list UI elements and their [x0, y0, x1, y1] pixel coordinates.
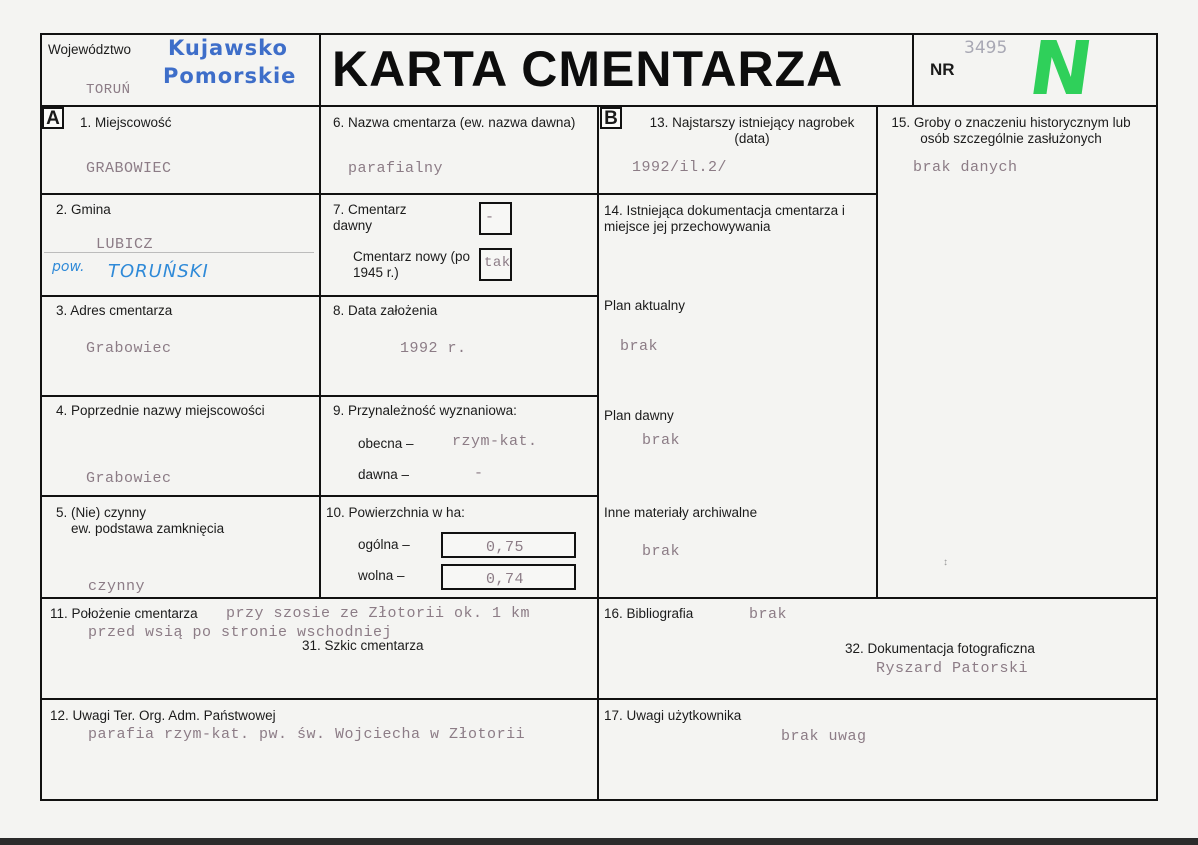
field-31-label: 31. Szkic cmentarza: [302, 638, 424, 653]
page-title: KARTA CMENTARZA: [332, 41, 844, 97]
field-1-value: GRABOWIEC: [86, 160, 172, 177]
field-7-old-value: -: [485, 209, 495, 226]
field-6-label: 6. Nazwa cmentarza (ew. nazwa dawna): [333, 115, 576, 130]
field-14-label: 14. Istniejąca dokumentacja cmentarza i miejsce jej przechowywania: [604, 203, 845, 234]
field-32-value: Ryszard Patorski: [876, 660, 1029, 677]
field-17-label: 17. Uwagi użytkownika: [604, 708, 742, 723]
field-2-value: LUBICZ: [96, 236, 154, 253]
field-9-label: 9. Przynależność wyznaniowa:: [333, 403, 517, 418]
field-4-value: Grabowiec: [86, 470, 172, 487]
field-13-value: 1992/il.2/: [632, 159, 728, 176]
field-2-hand-prefix: pow.: [52, 259, 85, 275]
old-voivodeship-value: TORUŃ: [86, 82, 131, 98]
field-8-value: 1992 r.: [400, 340, 467, 357]
field-6-value: parafialny: [348, 160, 444, 177]
field-7-new-box: [479, 248, 512, 281]
nr-label: NR: [930, 60, 955, 79]
field-15-label: 15. Groby o znaczeniu historycznym lub osób szczególnie zasłużonych: [891, 115, 1131, 146]
green-marker-letter: N: [1023, 26, 1098, 112]
plan-current-label: Plan aktualny: [604, 298, 686, 313]
voivodeship-stamp-line1: Kujawsko: [168, 36, 288, 60]
field-10-free-value: 0,74: [486, 571, 525, 588]
field-10-label: 10. Powierzchnia w ha:: [326, 505, 465, 520]
plan-current-value: brak: [620, 338, 659, 355]
field-9-current-label: obecna –: [358, 436, 414, 451]
field-17-value: brak uwag: [781, 728, 867, 745]
field-10-total-value: 0,75: [486, 539, 525, 556]
field-10-total-box: [441, 532, 576, 558]
field-2-hand-value: TORUŃSKI: [108, 261, 209, 282]
pencil-tick: ↕: [943, 557, 948, 568]
field-16-value: brak: [749, 606, 788, 623]
field-7-old-box: [479, 202, 512, 235]
section-b-marker: B: [600, 107, 622, 129]
nr-pencil-value: 3495: [964, 38, 1008, 58]
field-15-value: brak danych: [913, 159, 1018, 176]
field-32-label: 32. Dokumentacja fotograficzna: [845, 641, 1035, 656]
field-7-new-label: Cmentarz nowy (po 1945 r.): [353, 249, 471, 280]
field-5-label-line1: 5. (Nie) czynny ew. podstawa zamknięcia: [56, 505, 225, 536]
field-9-current-value: rzym-kat.: [452, 433, 538, 450]
field-16-label: 16. Bibliografia: [604, 606, 694, 621]
voivodeship-stamp-line2: Pomorskie: [163, 64, 297, 88]
section-a-marker: A: [42, 107, 64, 129]
field-2-label: 2. Gmina: [56, 202, 111, 217]
field-12-label: 12. Uwagi Ter. Org. Adm. Państwowej: [50, 708, 276, 723]
field-10-total-label: ogólna –: [358, 537, 410, 552]
field-4-label: 4. Poprzednie nazwy miejscowości: [56, 403, 265, 418]
field-7-old-label: 7. Cmentarz dawny: [333, 202, 407, 233]
field-5-value: czynny: [88, 578, 146, 595]
field-7-new-value: tak: [484, 255, 511, 271]
field-9-former-label: dawna –: [358, 467, 410, 482]
field-11-value-line1: przy szosie ze Złotorii ok. 1 km: [226, 605, 531, 622]
field-13-label: 13. Najstarszy istniejący nagrobek (data): [649, 115, 855, 146]
plan-old-value: brak: [642, 432, 681, 449]
wojewodztwo-label: Województwo: [48, 42, 132, 57]
field-12-value: parafia rzym-kat. pw. św. Wojciecha w Złotorii: [88, 726, 526, 743]
field-10-free-label: wolna –: [358, 568, 405, 583]
other-archive-label: Inne materiały archiwalne: [604, 505, 758, 520]
other-archive-value: brak: [642, 543, 681, 560]
field-11-label: 11. Położenie cmentarza: [50, 606, 198, 621]
field-8-label: 8. Data założenia: [333, 303, 438, 318]
field-1-label: 1. Miejscowość: [80, 115, 172, 130]
field-3-label: 3. Adres cmentarza: [56, 303, 173, 318]
field-10-free-box: [441, 564, 576, 590]
field-11-value-line2: przed wsią po stronie wschodniej: [88, 624, 393, 641]
field-9-former-value: -: [474, 465, 484, 482]
plan-old-label: Plan dawny: [604, 408, 674, 423]
field-3-value: Grabowiec: [86, 340, 172, 357]
